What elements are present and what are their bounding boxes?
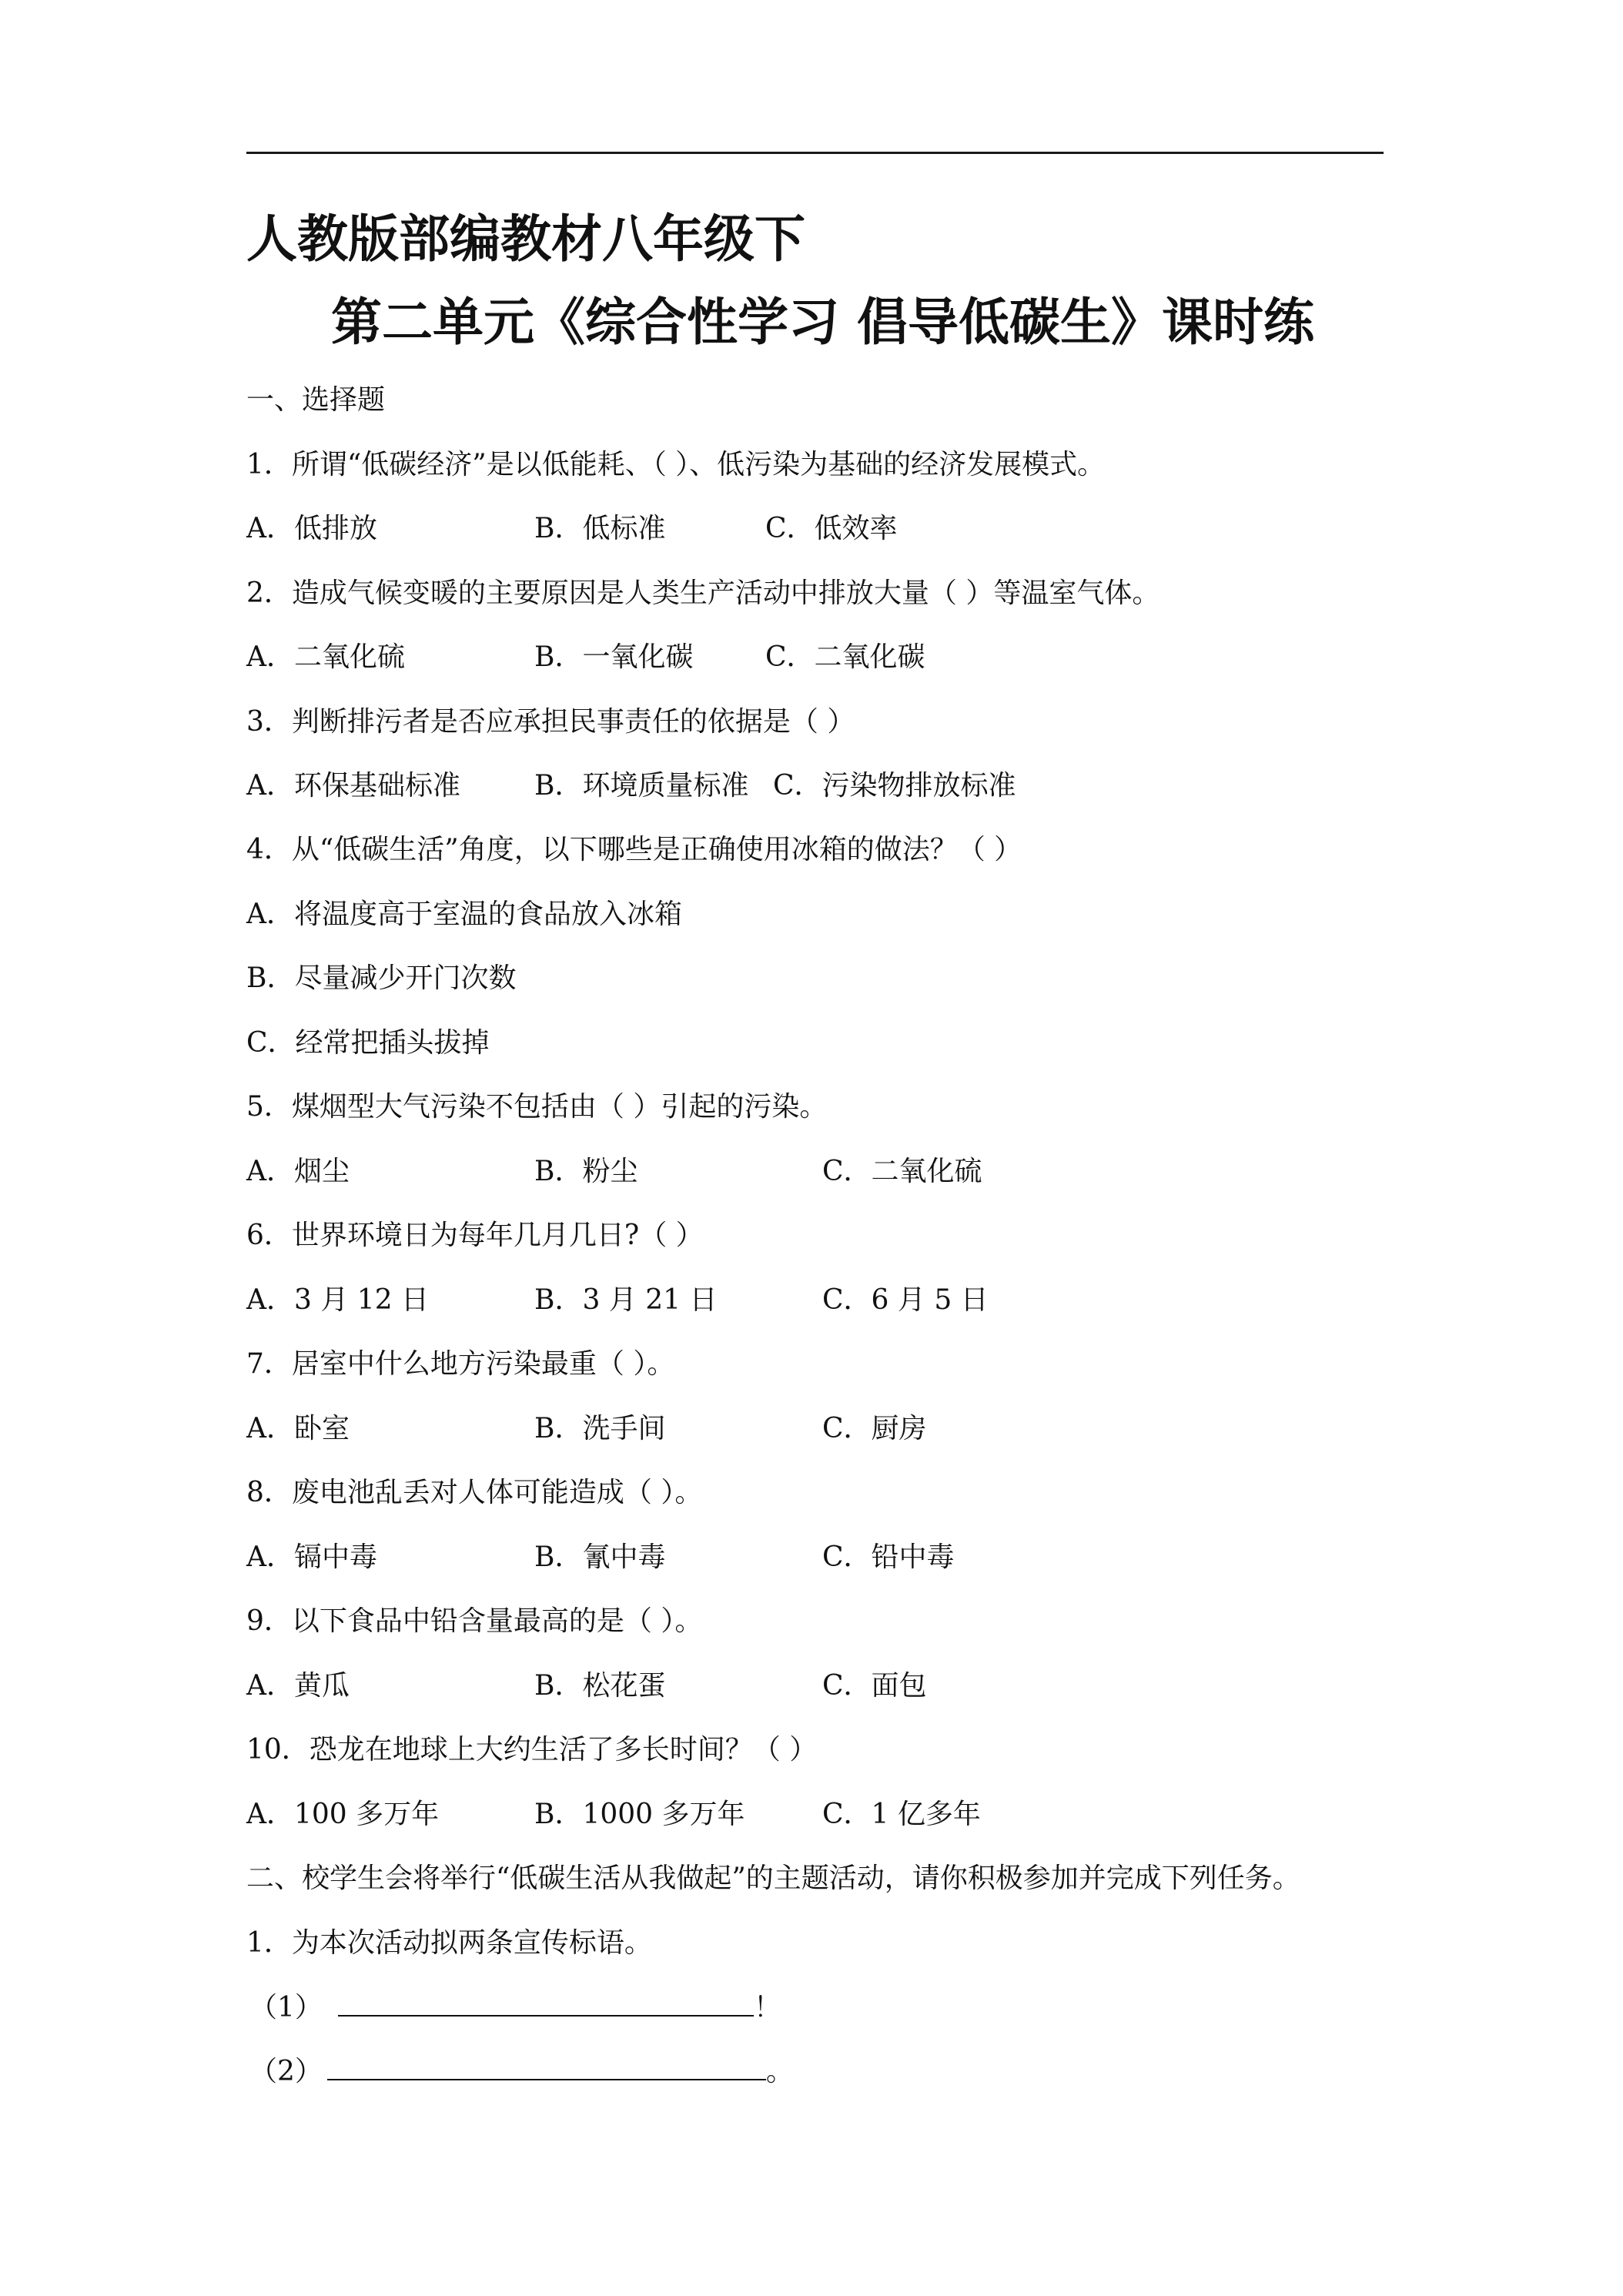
option-a: A．烟尘 bbox=[246, 1156, 350, 1187]
document-title: 人教版部编教材八年级下 bbox=[246, 209, 805, 269]
slogan-line-1 bbox=[249, 1991, 781, 2025]
option-b: B．氰中毒 bbox=[534, 1541, 666, 1573]
task-instruction: 1．为本次活动拟两条宣传标语。 bbox=[246, 1927, 652, 1959]
option-b: B．松花蛋 bbox=[534, 1670, 666, 1702]
option-c: C．经常把插头拔掉 bbox=[246, 1027, 490, 1059]
question-stem: 3．判断排污者是否应承担民事责任的依据是（ ） bbox=[246, 706, 855, 738]
option-c: C．二氧化硫 bbox=[822, 1156, 982, 1187]
question-stem: 5．煤烟型大气污染不包括由（ ）引起的污染。 bbox=[246, 1091, 828, 1123]
question-stem: 2．造成气候变暖的主要原因是人类生产活动中排放大量（ ）等温室气体。 bbox=[246, 577, 1160, 609]
option-a: A．镉中毒 bbox=[246, 1541, 377, 1573]
header-rule bbox=[246, 152, 1384, 154]
slogan-label-2: （2） bbox=[249, 2056, 323, 2087]
option-c: C．低效率 bbox=[765, 513, 898, 544]
slogan-line-2 bbox=[249, 2055, 794, 2089]
slogan-end-2: 。 bbox=[765, 2056, 794, 2087]
option-b: B．一氧化碳 bbox=[534, 641, 694, 673]
option-c: C．面包 bbox=[822, 1670, 927, 1702]
slogan-blank-2[interactable] bbox=[327, 2056, 766, 2080]
option-c: C．污染物排放标准 bbox=[773, 770, 1016, 802]
option-b: B．低标准 bbox=[534, 513, 666, 544]
option-c: C．二氧化碳 bbox=[765, 641, 925, 673]
option-c: C．厨房 bbox=[822, 1413, 927, 1444]
document-subtitle: 第二单元《综合性学习 倡导低碳生》课时练 bbox=[331, 292, 1314, 352]
option-b: B．洗手间 bbox=[534, 1413, 666, 1444]
option-b: B．3 月 21 日 bbox=[534, 1284, 718, 1316]
question-stem: 7．居室中什么地方污染最重（ ）。 bbox=[246, 1348, 675, 1380]
option-a: A．低排放 bbox=[246, 513, 377, 544]
option-a: A．黄瓜 bbox=[246, 1670, 350, 1702]
option-b: B．尽量减少开门次数 bbox=[246, 962, 517, 994]
option-b: B．粉尘 bbox=[534, 1156, 638, 1187]
question-stem: 9．以下食品中铅含量最高的是（ ）。 bbox=[246, 1605, 703, 1637]
option-c: C．铅中毒 bbox=[822, 1541, 955, 1573]
question-stem: 10．恐龙在地球上大约生活了多长时间？（ ） bbox=[246, 1734, 818, 1766]
option-a: A．环保基础标准 bbox=[246, 770, 460, 802]
option-a: A．100 多万年 bbox=[246, 1799, 440, 1830]
question-stem: 8．废电池乱丢对人体可能造成（ ）。 bbox=[246, 1477, 703, 1508]
option-a: A．二氧化硫 bbox=[246, 641, 405, 673]
section-heading-task: 二、校学生会将举行“低碳生活从我做起”的主题活动，请你积极参加并完成下列任务。 bbox=[246, 1863, 1300, 1894]
option-a: A．3 月 12 日 bbox=[246, 1284, 430, 1316]
option-b: B．环境质量标准 bbox=[534, 770, 749, 802]
slogan-label-1: （1） bbox=[249, 1992, 323, 2023]
option-c: C．1 亿多年 bbox=[822, 1799, 981, 1830]
slogan-end-1: ！ bbox=[753, 1992, 781, 2023]
slogan-blank-1[interactable] bbox=[338, 1992, 754, 2017]
question-stem: 6．世界环境日为每年几月几日?（ ） bbox=[246, 1220, 704, 1251]
option-b: B．1000 多万年 bbox=[534, 1799, 745, 1830]
option-a: A．将温度高于室温的食品放入冰箱 bbox=[246, 899, 682, 930]
question-stem: 4．从“低碳生活”角度，以下哪些是正确使用冰箱的做法？（ ） bbox=[246, 834, 1022, 865]
section-heading-choice: 一、选择题 bbox=[246, 384, 386, 416]
option-a: A．卧室 bbox=[246, 1413, 350, 1444]
question-stem: 1．所谓“低碳经济”是以低能耗、（ ）、低污染为基础的经济发展模式。 bbox=[246, 449, 1106, 480]
option-c: C．6 月 5 日 bbox=[822, 1284, 989, 1316]
